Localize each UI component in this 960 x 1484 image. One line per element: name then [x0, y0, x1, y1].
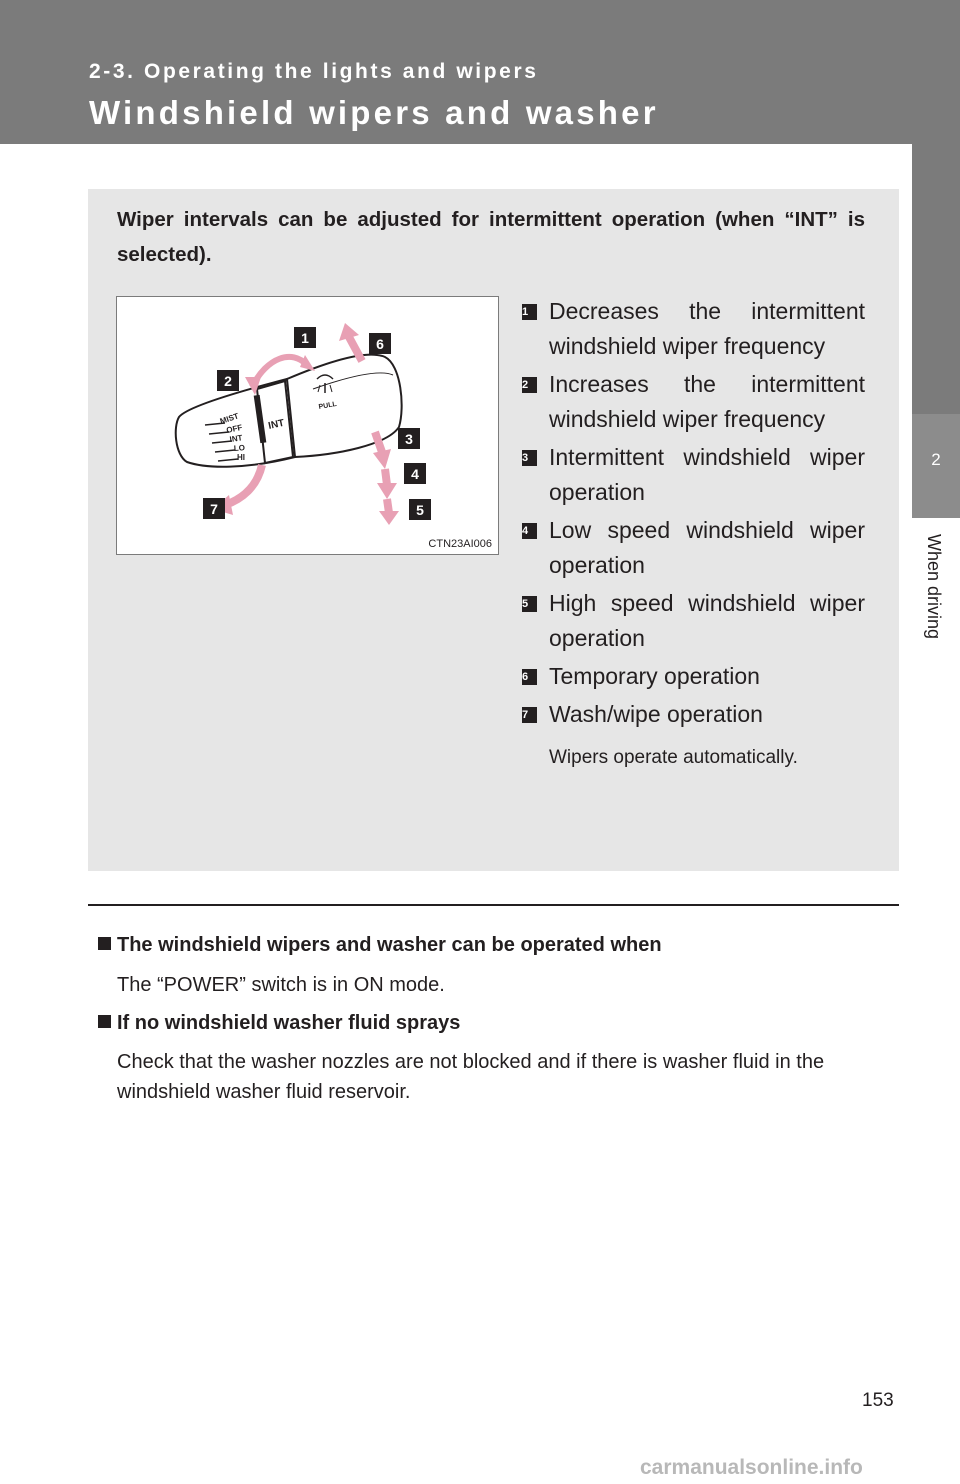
legend-item: [520, 697, 865, 732]
intro-text: Wiper intervals can be adjusted for intermittent operation (when “INT” is selected).: [117, 208, 865, 266]
legend-item: [520, 513, 865, 583]
arrow-5-head: [379, 511, 399, 525]
legend-number: 6: [522, 669, 537, 685]
legend-item: [520, 586, 865, 656]
label-lo: LO: [233, 443, 246, 453]
svg-text:1: 1: [301, 330, 309, 346]
legend-item: [520, 294, 865, 364]
svg-text:2: 2: [224, 373, 232, 389]
arrow-3-head: [373, 449, 391, 469]
legend-item: [520, 367, 865, 437]
legend-note: Wipers operate automatically.: [549, 747, 798, 768]
legend-text: Increases the intermittent windshield wiper frequency: [549, 371, 865, 432]
page-number: 153: [862, 1390, 894, 1411]
legend-text: Wash/wipe operation: [549, 701, 763, 727]
bullet-square-icon: [98, 1015, 111, 1028]
arrow-7: [225, 465, 262, 505]
svg-text:6: 6: [376, 336, 384, 352]
chapter-tab-label: When driving: [924, 534, 944, 640]
callout-3: [398, 428, 420, 449]
wiper-lever-illustration: [117, 297, 498, 554]
arrow-5: [387, 499, 389, 513]
note-heading: [98, 1012, 460, 1035]
bullet-square-icon: [98, 937, 111, 950]
watermark[interactable]: carmanualsonline.info: [640, 1456, 863, 1479]
callout-7: [203, 498, 225, 519]
callout-6: [369, 333, 391, 354]
page-header: [0, 0, 960, 144]
legend-text: Decreases the intermittent windshield wiper frequency: [549, 298, 865, 359]
note-heading: [98, 934, 662, 957]
legend-item: [520, 440, 865, 510]
lever-knob: [287, 355, 402, 457]
page-title: Windshield wipers and washer: [89, 94, 659, 131]
svg-text:4: 4: [411, 466, 419, 482]
side-tab-top: [912, 144, 960, 414]
section-label: 2-3. Operating the lights and wipers: [89, 60, 539, 83]
legend-number: 3: [522, 450, 537, 466]
svg-text:3: 3: [405, 431, 413, 447]
legend-number: 4: [522, 523, 537, 539]
figure-code: CTN23AI006: [428, 538, 492, 550]
callout-4: [404, 463, 426, 484]
callout-2: [217, 370, 239, 391]
legend-item: [520, 659, 865, 694]
legend-text: Temporary operation: [549, 663, 760, 689]
label-pull: PULL: [318, 400, 338, 411]
callout-1: [294, 327, 316, 348]
legend-list: [520, 294, 865, 769]
label-int: INT: [229, 433, 244, 444]
label-mist: MIST: [218, 411, 240, 426]
legend-number: 7: [522, 707, 537, 723]
arrow-4: [385, 469, 387, 485]
legend-number: 2: [522, 377, 537, 393]
legend-text: Intermittent windshield wiper operation: [549, 444, 865, 505]
note-body: Check that the washer nozzles are not blocked and if there is washer fluid in the windshield washer fluid reservoir.: [117, 1051, 825, 1103]
chapter-tab-number[interactable]: 2: [912, 414, 960, 518]
label-int-ring: INT: [267, 417, 286, 432]
callout-5: [409, 499, 431, 520]
legend-text: High speed windshield wiper operation: [549, 590, 865, 651]
legend-text: Low speed windshield wiper operation: [549, 517, 865, 578]
note-heading-text: If no windshield washer fluid sprays: [117, 1012, 461, 1034]
svg-text:7: 7: [210, 501, 218, 517]
svg-text:5: 5: [416, 502, 424, 518]
note-heading-text: The windshield wipers and washer can be operated when: [117, 934, 662, 956]
arrow-4-head: [377, 483, 397, 499]
note-body: The “POWER” switch is in ON mode.: [117, 974, 445, 996]
legend-number: 5: [522, 596, 537, 612]
section-divider: [88, 904, 899, 906]
wiper-lever-figure: [116, 296, 499, 555]
legend-number: 1: [522, 304, 537, 320]
label-off: OFF: [225, 422, 244, 435]
label-hi: HI: [237, 453, 245, 462]
